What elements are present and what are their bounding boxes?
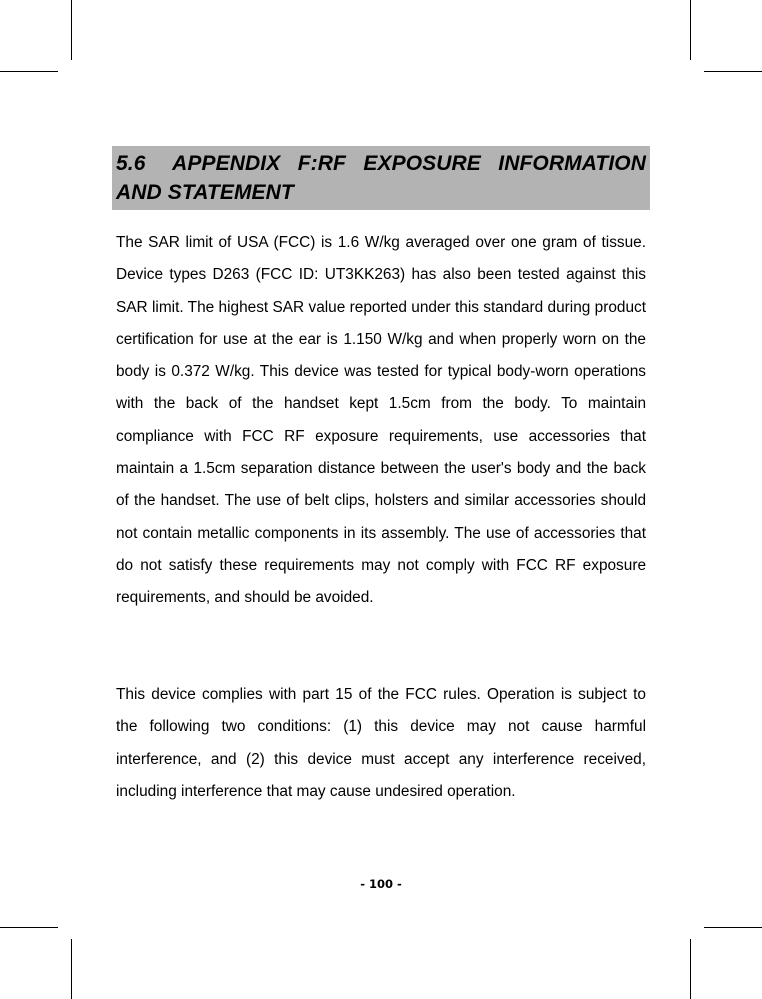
crop-mark-bottom-right-horizontal [704,927,762,928]
crop-mark-top-right-horizontal [704,71,762,72]
crop-mark-top-left-vertical [71,0,72,60]
crop-mark-bottom-left-vertical [71,939,72,999]
crop-mark-bottom-left-horizontal [0,927,58,928]
crop-mark-top-right-vertical [690,0,691,60]
fcc-compliance-paragraph: This device complies with part 15 of the FCC rules. Operation is subject to the following two conditions: (1) this device may not cause harmful interference, and (2) this device must accept any interference received, including interference that may cause undesired operation. [116,686,646,800]
section-heading [116,149,646,207]
section-number: 5.6 [116,152,146,175]
section-title: APPENDIX F:RF EXPOSURE INFORMATION AND STATEMENT [116,152,646,204]
crop-mark-bottom-right-vertical [690,939,691,999]
crop-mark-top-left-horizontal [0,71,58,72]
section-heading-box [112,146,650,210]
sar-paragraph: The SAR limit of USA (FCC) is 1.6 W/kg averaged over one gram of tissue. Device types D263 (FCC ID: UT3KK263) has also been tested against this SAR limit. The highest SAR value reported under this standard during product certification for use at the ear is 1.150 W/kg and when properly worn on the body is 0.372 W/kg. This device was tested for typical body-worn operations with the back of the handset kept 1.5cm from the body. To maintain compliance with FCC RF exposure requirements, use accessories that maintain a 1.5cm separation distance between the user's body and the back of the handset. The use of belt clips, holsters and similar accessories should not contain metallic components in its assembly. The use of accessories that do not satisfy these requirements may not comply with FCC RF exposure requirements, and should be avoided. [116,234,646,607]
page-number: - 100 - [360,877,402,891]
